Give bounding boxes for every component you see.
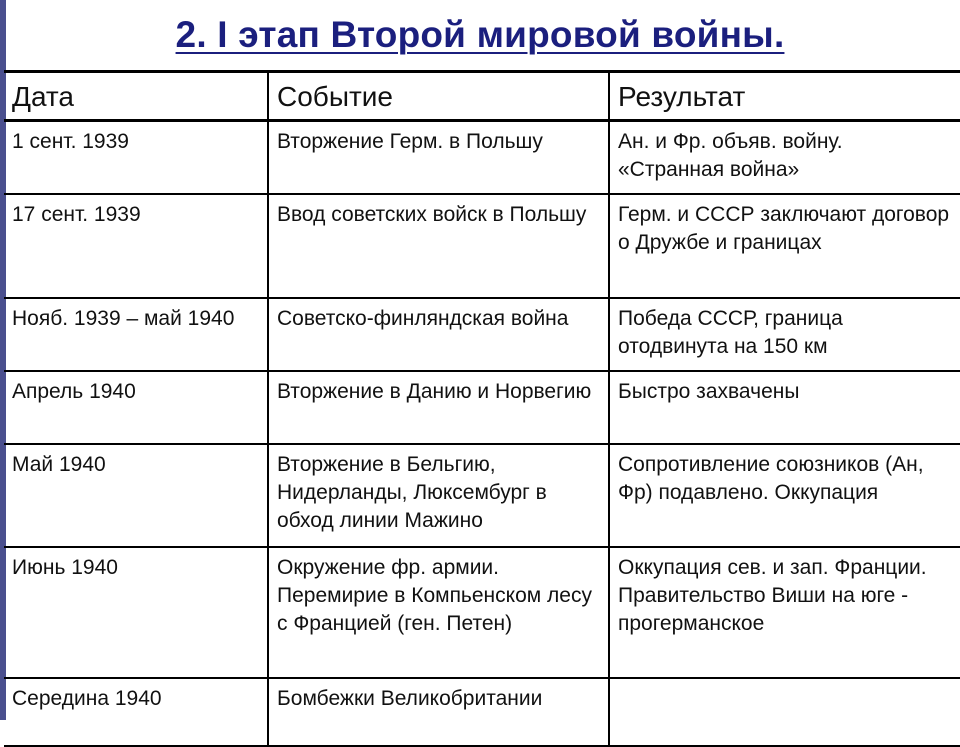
table-row: [4, 121, 960, 195]
cell-result: Герм. и СССР заключают договор о Дружбе и границах: [609, 194, 960, 298]
table-row: [4, 547, 960, 678]
header-event: Событие: [268, 72, 609, 121]
cell-result: Сопротивление союзников (Ан, Фр) подавлено. Оккупация: [609, 444, 960, 547]
table-row: [4, 298, 960, 371]
cell-date: Апрель 1940: [4, 371, 268, 444]
table-row: [4, 371, 960, 444]
cell-date: Нояб. 1939 – май 1940: [4, 298, 268, 371]
table-row: [4, 444, 960, 547]
cell-date: 17 сент. 1939: [4, 194, 268, 298]
slide-title-text: 2. I этап Второй мировой войны.: [175, 14, 785, 55]
cell-result: [609, 678, 960, 746]
cell-date: Июнь 1940: [4, 547, 268, 678]
table-row: [4, 194, 960, 298]
cell-result: Оккупация сев. и зап. Франции. Правительство Виши на юге - прогерманское: [609, 547, 960, 678]
slide-title: [0, 14, 960, 56]
cell-event: Окружение фр. армии. Перемирие в Компьенском лесу с Францией (ген. Петен): [268, 547, 609, 678]
table-row: [4, 678, 960, 746]
cell-event: Советско-финляндская война: [268, 298, 609, 371]
cell-event: Вторжение Герм. в Польшу: [268, 121, 609, 195]
cell-event: Вторжение в Бельгию, Нидерланды, Люксембург в обход линии Мажино: [268, 444, 609, 547]
cell-result: Ан. и Фр. объяв. войну. «Странная война»: [609, 121, 960, 195]
table-header-row: [4, 72, 960, 121]
cell-date: Середина 1940: [4, 678, 268, 746]
cell-result: Быстро захвачены: [609, 371, 960, 444]
cell-event: Вторжение в Данию и Норвегию: [268, 371, 609, 444]
cell-result: Победа СССР, граница отодвинута на 150 км: [609, 298, 960, 371]
cell-event: Ввод советских войск в Польшу: [268, 194, 609, 298]
header-result: Результат: [609, 72, 960, 121]
events-table: [4, 70, 960, 747]
cell-date: 1 сент. 1939: [4, 121, 268, 195]
cell-date: Май 1940: [4, 444, 268, 547]
header-date: Дата: [4, 72, 268, 121]
cell-event: Бомбежки Великобритании: [268, 678, 609, 746]
